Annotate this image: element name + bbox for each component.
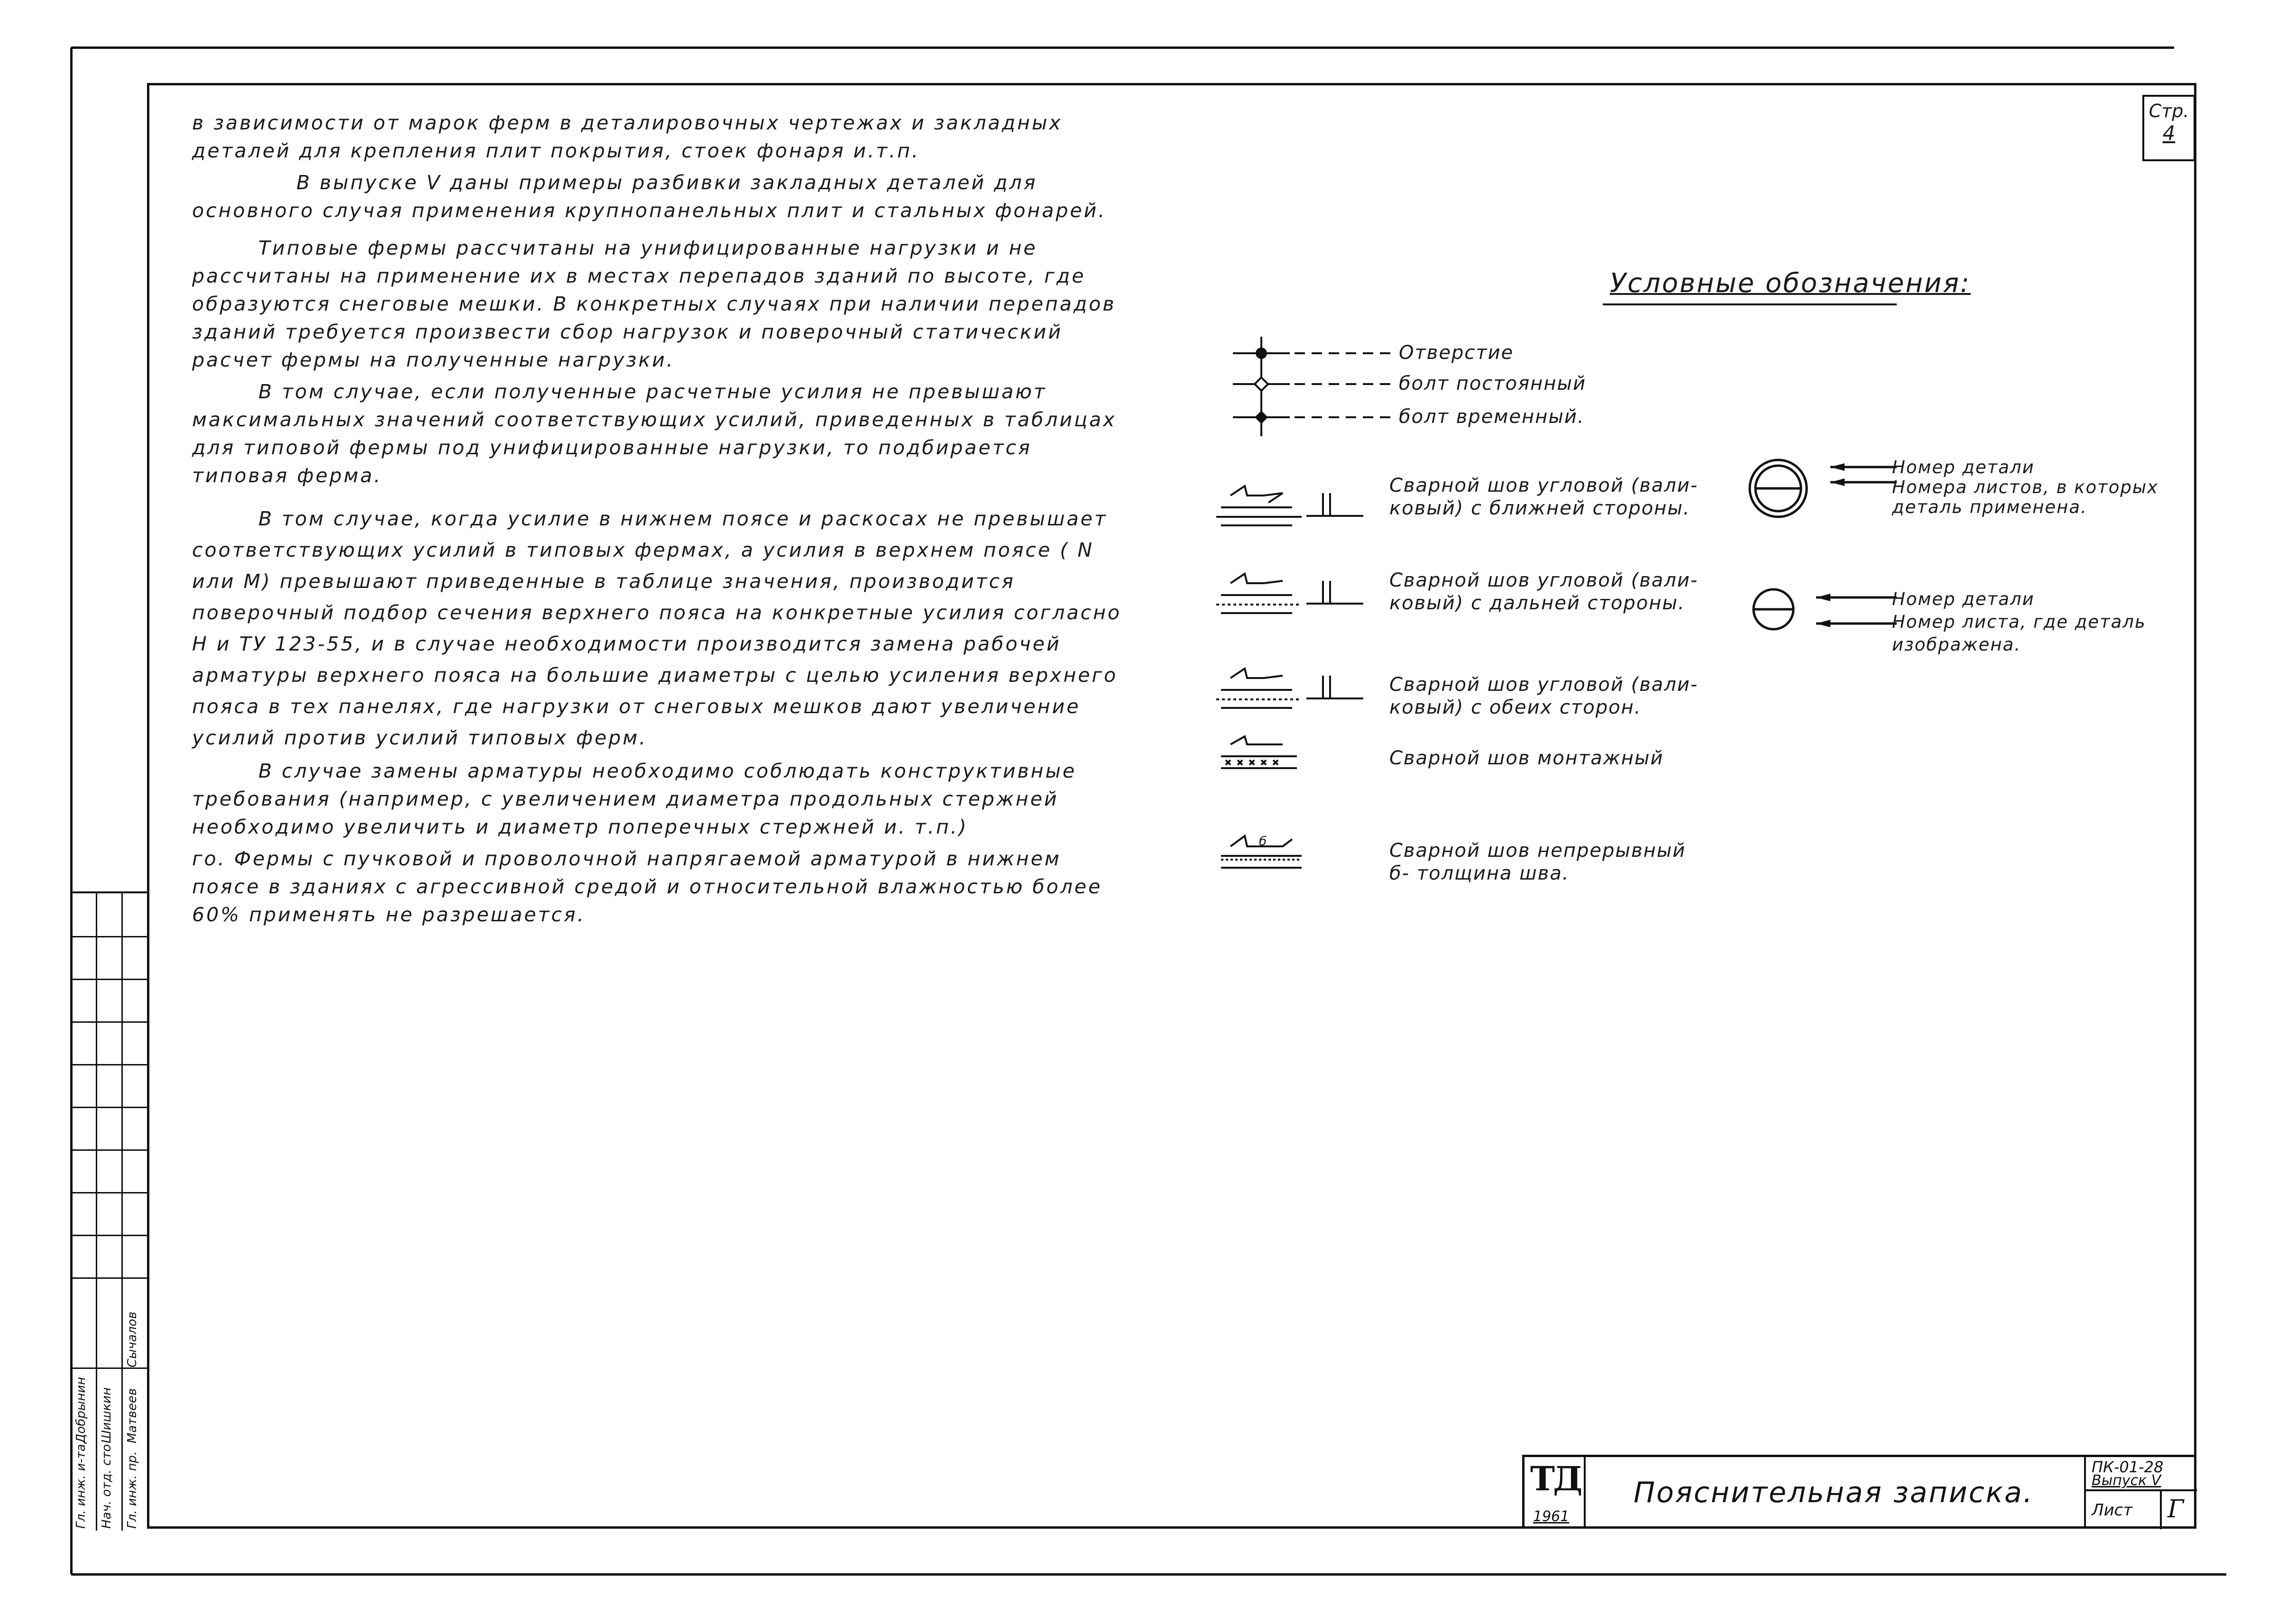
temporary-bolt-label: болт временный. <box>1399 406 1585 428</box>
sheet-bottom-rule <box>71 1573 2226 1576</box>
paragraph: в зависимости от марок ферм в деталировочных чертежах и закладных деталей для крепления плит покрытия, стоек фонаря и.т.п. <box>192 111 1063 162</box>
approval-role: Нач. отд. сто <box>100 1444 114 1529</box>
legend-title: Условные обозначения: <box>1610 268 1971 299</box>
weld-label: Сварной шов угловой (вали- ковый) с ближней стороны. <box>1389 475 1699 519</box>
permanent-bolt-label: болт постоянный <box>1399 373 1587 395</box>
weld-size-letter: б <box>1259 835 1267 849</box>
weld-label: Сварной шов угловой (вали- ковый) с дальней стороны. <box>1389 569 1699 614</box>
paragraph: В случае замены арматуры необходимо соблюдать конструктивные требования (например, с увеличением диаметра продольных стержней необходимо увеличить и диаметр поперечных стержней и. т.п.) <box>192 760 1077 838</box>
year: 1961 <box>1533 1508 1570 1525</box>
paragraph: В том случае, если полученные расчетные усилия не превышают максимальных значений соответствующих усилий, приведенных в таблицах для типовой фермы под унифицированные нагрузки, то подбирается типовая ферма. <box>192 380 1117 487</box>
weld-label: Сварной шов непрерывный б- толщина шва. <box>1389 840 1686 884</box>
page-number: 4 <box>2162 121 2176 145</box>
weld-near-side-icon <box>1212 474 1368 531</box>
hole-label: Отверстие <box>1399 342 1514 364</box>
paragraph: Типовые фермы рассчитаны на унифицированные нагрузки и не рассчитаны на применение их в местах перепадов зданий по высоте, где образуются снеговые мешки. В конкретных случаях при наличии перепадов зданий требуется произвести сбор нагрузок и поверочный статический расчет фермы на полученные нагрузки. <box>192 237 1116 371</box>
approval-name: Шишкин <box>100 1387 114 1443</box>
series-number: ПК-01-28 <box>2092 1458 2164 1476</box>
approval-role: Гл. инж. и-та <box>74 1444 88 1529</box>
explanatory-text <box>192 109 1131 929</box>
approval-name: Сычалов <box>125 1312 139 1367</box>
detail-marker-label: Номер детали Номера листов, в которых деталь применена. <box>1892 457 2158 517</box>
weld-label: Сварной шов монтажный <box>1389 747 1664 769</box>
detail-marker-single-sheet-icon <box>1745 583 1901 640</box>
page-number-label: Стр. <box>2149 101 2189 121</box>
weld-label: Сварной шов угловой (вали- ковый) с обеих сторон. <box>1389 674 1699 718</box>
approval-role: Гл. инж. пр. <box>125 1451 139 1529</box>
weld-continuous-icon <box>1212 827 1316 875</box>
sheet-number: Г <box>2167 1495 2184 1523</box>
approval-name: Добрынин <box>74 1376 88 1443</box>
sheet-top-rule <box>71 46 2174 49</box>
temporary-bolt-icon <box>1255 411 1268 424</box>
legend-title-underline <box>1603 303 1897 305</box>
permanent-bolt-icon <box>1255 377 1268 391</box>
weld-far-side-icon <box>1212 562 1368 619</box>
issue-number: Выпуск Ⅴ <box>2092 1472 2161 1489</box>
logo: ТД <box>1530 1459 1581 1498</box>
paragraph: В том случае, когда усилие в нижнем поясе и раскосах не превышает соответствующих усилий в типовых фермах, а усилия в верхнем поясе ( N или M) превышают приведенные в таблице значения, производится поверочный подбор сечения верхнего пояса на конкретные усилия согласно Н и ТУ 123-55, и в случае необходимости производится замена рабочей арматуры верхнего пояса на большие диаметры с целью усиления верхнего пояса в тех панелях, где нагрузки от снеговых мешков дают увеличение усилий против усилий типовых ферм. <box>192 507 1121 749</box>
detail-marker-label: Номер детали Номер листа, где деталь изображена. <box>1892 589 2146 655</box>
paragraph: В выпуске Ⅴ даны примеры разбивки закладных деталей для основного случая применения крупнопанельных плит и стальных фонарей. <box>192 171 1107 222</box>
weld-field-icon <box>1212 733 1306 775</box>
document-title: Пояснительная записка. <box>1634 1476 2034 1509</box>
approval-name: Матвеев <box>125 1388 139 1443</box>
title-block <box>1522 1455 2196 1529</box>
sheet-label: Лист <box>2092 1501 2133 1520</box>
paragraph: го. Фермы с пучковой и проволочной напрягаемой арматурой в нижнем поясе в зданиях с агрессивной средой и относительной влажностью более 60% применять не разрешается. <box>192 847 1102 926</box>
hole-symbols <box>1228 332 1399 441</box>
page-number-box <box>2142 95 2195 161</box>
detail-marker-multi-sheet-icon <box>1745 453 1901 529</box>
approval-strip <box>70 891 147 1529</box>
weld-both-sides-icon <box>1212 657 1368 714</box>
hole-icon <box>1256 348 1267 359</box>
